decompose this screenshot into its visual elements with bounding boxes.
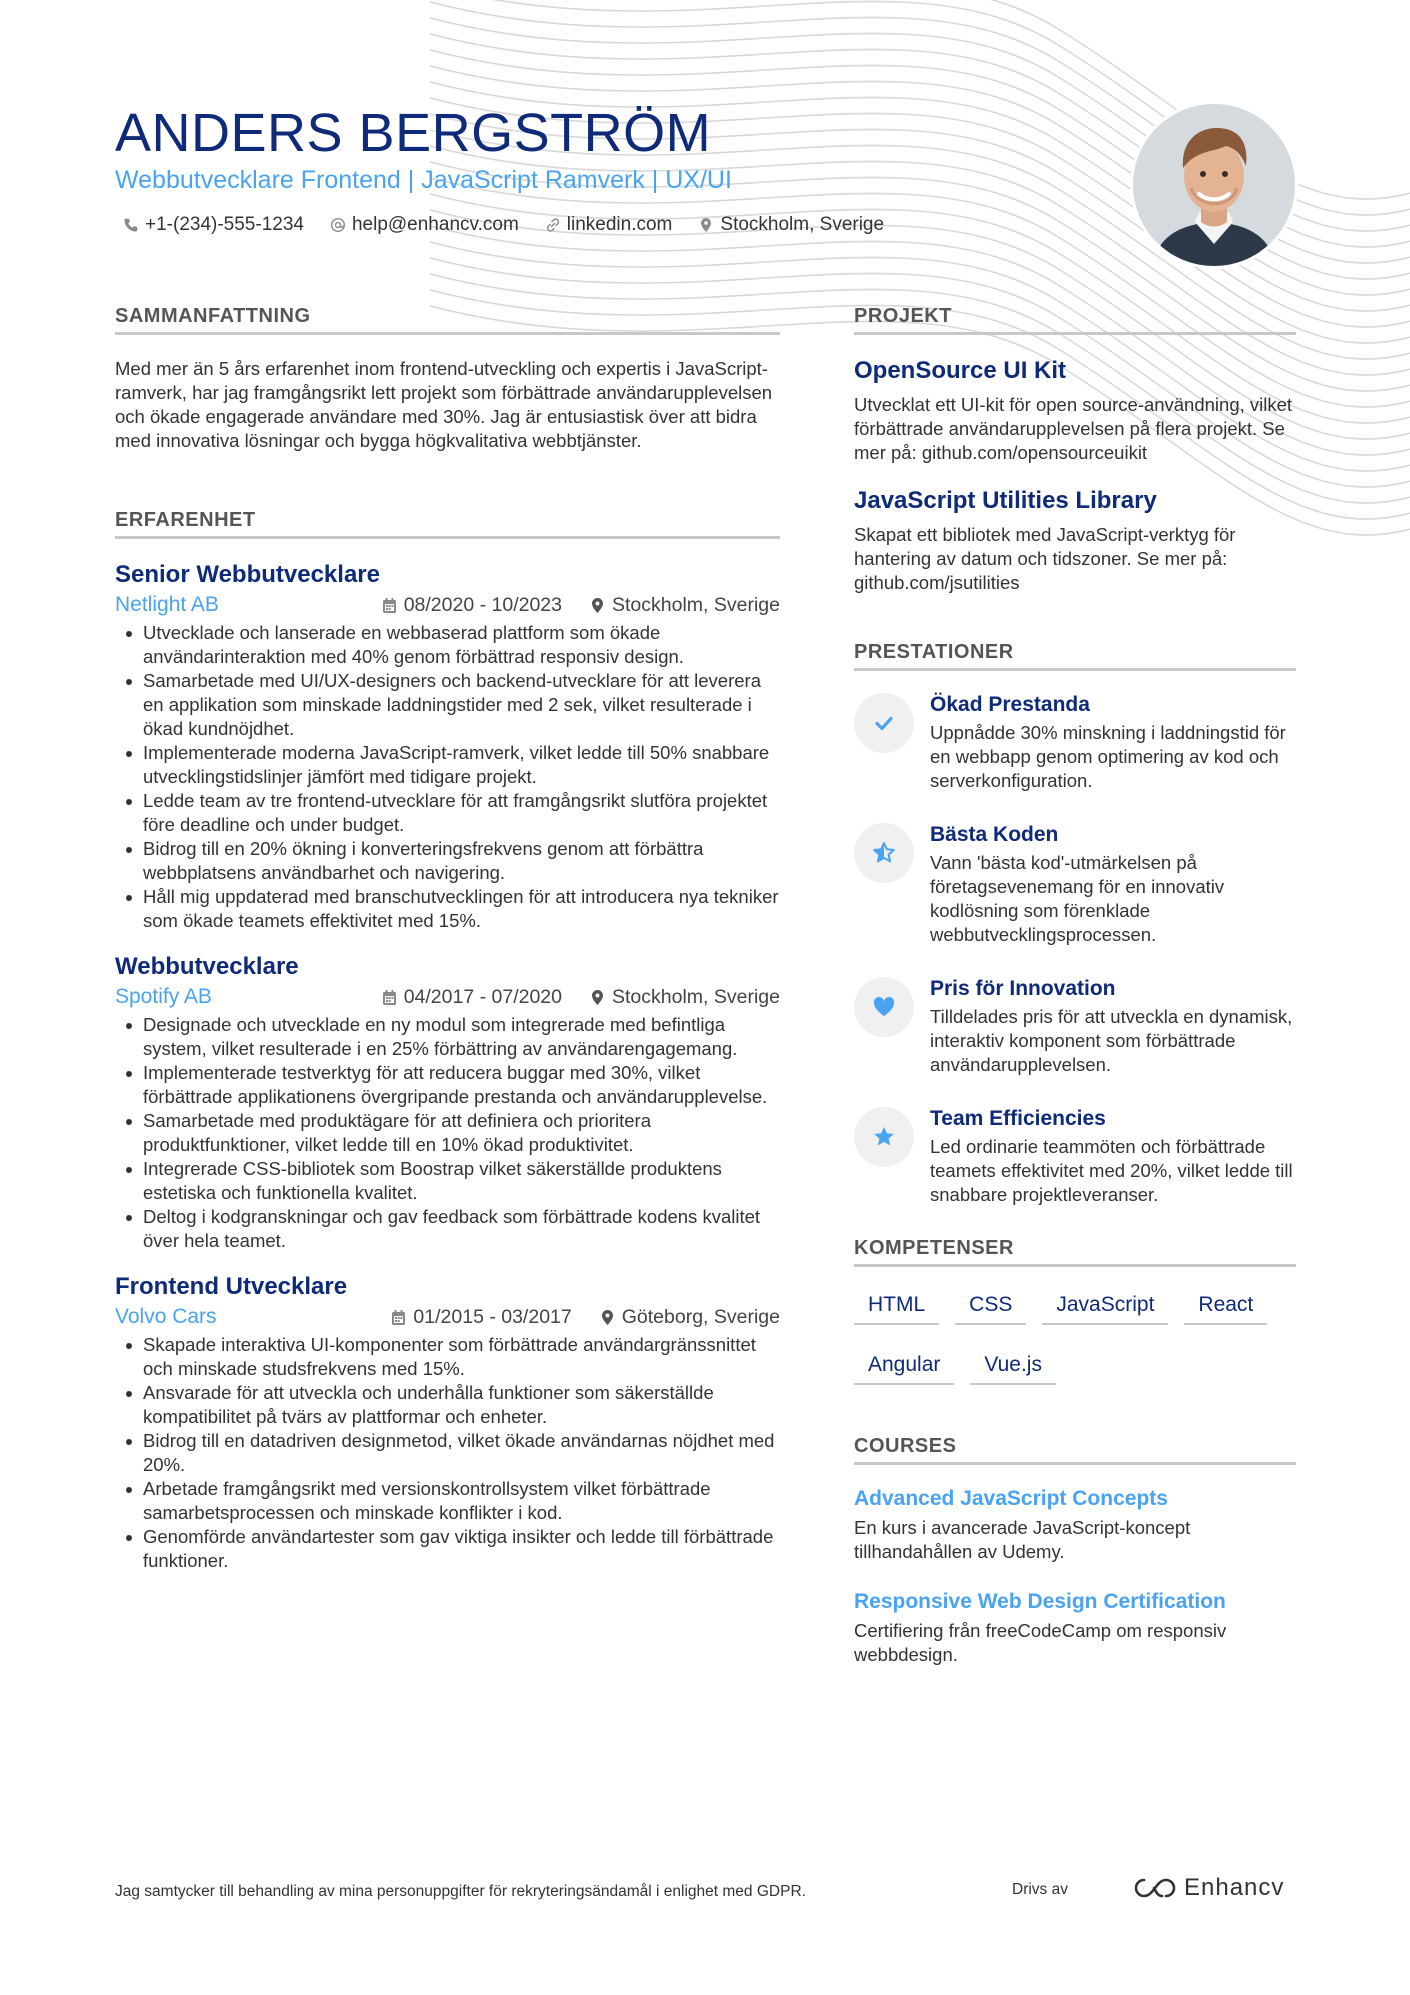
linkedin-text: linkedin.com (566, 214, 673, 235)
achievement-title: Ökad Prestanda (930, 693, 1090, 716)
star-half-icon (871, 840, 897, 866)
phone-icon (123, 217, 139, 233)
job-bullets (115, 1013, 780, 1253)
powered-by-label: Drivs av (1012, 1881, 1068, 1898)
portrait-illustration (1133, 104, 1295, 266)
skill-tag: HTML (854, 1289, 939, 1325)
achievement-icon-badge (854, 823, 914, 883)
left-column (115, 305, 780, 1593)
star-icon (871, 1124, 897, 1150)
right-column (854, 305, 1296, 1693)
achievement-entry (854, 977, 1296, 1077)
headline: Webbutvecklare Frontend | JavaScript Ramverk | UX/UI (115, 166, 732, 194)
project-title: OpenSource UI Kit (854, 357, 1067, 384)
company-name: Volvo Cars (115, 1305, 217, 1328)
profile-photo (1133, 104, 1295, 266)
job-location (590, 594, 780, 617)
job-dates-text: 08/2020 - 10/2023 (403, 593, 562, 616)
achievements-heading: PRESTATIONER (854, 641, 1296, 671)
job-entry (115, 561, 780, 933)
brand-logo[interactable] (1130, 1874, 1284, 1902)
job-meta (115, 985, 780, 1009)
calendar-icon (382, 989, 397, 1006)
job-entry (115, 953, 780, 1253)
achievement-description: Tilldelades pris för att utveckla en dynamisk, interaktiv komponent som förbättrade användarupplevelsen. (930, 1006, 1293, 1075)
course-description: En kurs i avancerade JavaScript-koncept tillhandahållen av Udemy. (854, 1517, 1191, 1562)
enhancv-logo-icon (1130, 1875, 1176, 1901)
job-dates (382, 594, 562, 617)
bullet-item: Samarbetade med produktägare för att definiera och prioritera produktfunktioner, vilket ledde till en 10% ökad produktivitet. (143, 1109, 780, 1157)
job-bullets (115, 1333, 780, 1573)
bullet-item: Arbetade framgångsrikt med versionskontrollsystem vilket förbättrade samarbetsprocessen och minskade konflikter i kod. (143, 1477, 780, 1525)
bullet-item: Bidrog till en datadriven designmetod, vilket ökade användarnas nöjdhet med 20%. (143, 1429, 780, 1477)
projects-section (854, 305, 1296, 595)
location-pin-icon (590, 597, 605, 614)
bullet-item: Ansvarade för att utveckla och underhålla funktioner som säkerställde kompatibilitet på tvärs av plattformar och enheter. (143, 1381, 780, 1429)
achievement-entry (854, 693, 1296, 793)
at-icon (330, 217, 346, 233)
skill-tag: CSS (955, 1289, 1026, 1325)
achievement-title: Bästa Koden (930, 823, 1059, 846)
calendar-icon (382, 597, 397, 614)
skills-list (854, 1289, 1296, 1385)
job-location (590, 986, 780, 1009)
phone-text: +1-(234)-555-1234 (145, 214, 304, 235)
summary-section (115, 305, 780, 453)
project-description: Skapat ett bibliotek med JavaScript-verktyg för hantering av datum och tidszoner. Se mer på: github.com/jsutilities (854, 524, 1236, 593)
achievement-icon-badge (854, 1107, 914, 1167)
job-location (600, 1306, 780, 1329)
contact-bar (123, 214, 884, 236)
summary-text: Med mer än 5 års erfarenhet inom frontend-utveckling och expertis i JavaScript-ramverk, har jag framgångsrikt lett projekt som förbättrade användarupplevelsen och ökade engagerade användare med 30%. Jag är entusiastisk över att bidra med innovativa lösningar och bygga högkvalitativa webbtjänster. (115, 358, 773, 451)
bullet-item: Ledde team av tre frontend-utvecklare för att framgångsrikt slutföra projektet före deadline och under budget. (143, 789, 780, 837)
course-description: Certifiering från freeCodeCamp om responsiv webbdesign. (854, 1620, 1227, 1665)
location-pin-icon (590, 989, 605, 1006)
email-text: help@enhancv.com (351, 214, 519, 235)
job-dates (382, 986, 562, 1009)
course-title: Advanced JavaScript Concepts (854, 1487, 1168, 1510)
summary-heading: SAMMANFATTNING (115, 305, 780, 335)
heart-icon (871, 994, 897, 1020)
bullet-item: Implementerade testverktyg för att reducera buggar med 30%, vilket förbättrade applikationens övergripande prestanda och användarupplevelse. (143, 1061, 780, 1109)
job-dates-text: 04/2017 - 07/2020 (403, 985, 562, 1008)
course-entry (854, 1487, 1296, 1564)
project-entry (854, 357, 1296, 465)
location-pin-icon (600, 1309, 615, 1326)
skills-heading: KOMPETENSER (854, 1237, 1296, 1267)
bullet-item: Skapade interaktiva UI-komponenter som förbättrade användargränssnittet och minskade studsfrekvens med 15%. (143, 1333, 780, 1381)
skill-tag: JavaScript (1042, 1289, 1168, 1325)
project-entry (854, 487, 1296, 595)
achievement-entry (854, 1107, 1296, 1207)
courses-heading: COURSES (854, 1435, 1296, 1465)
contact-linkedin[interactable] (545, 214, 673, 236)
bullet-item: Integrerade CSS-bibliotek som Boostrap vilket säkerställde produktens estetiska och funktionella kvalitet. (143, 1157, 780, 1205)
bullet-item: Samarbetade med UI/UX-designers och backend-utvecklare för att leverera en applikation som minskade laddningstider med 2 sek, vilket resulterade i ökad kundnöjdhet. (143, 669, 780, 741)
skills-section (854, 1237, 1296, 1385)
check-icon (871, 710, 897, 736)
candidate-name: ANDERS BERGSTRÖM (115, 103, 712, 163)
projects-heading: PROJEKT (854, 305, 1296, 335)
achievement-description: Led ordinarie teammöten och förbättrade teamets effektivitet med 20%, vilket ledde till snabbare projektleveranser. (930, 1136, 1293, 1205)
bullet-item: Genomförde användartester som gav viktiga insikter och ledde till förbättrade funktioner. (143, 1525, 780, 1573)
gdpr-consent: Jag samtycker till behandling av mina personuppgifter för rekryteringsändamål i enlighet med GDPR. (115, 1883, 806, 1900)
bullet-item: Implementerade moderna JavaScript-ramverk, vilket ledde till 50% snabbare utvecklingstidslinjer jämfört med tidigare projekt. (143, 741, 780, 789)
job-dates-text: 01/2015 - 03/2017 (413, 1305, 572, 1328)
job-title: Frontend Utvecklare (115, 1273, 348, 1300)
achievement-icon-badge (854, 977, 914, 1037)
job-location-text: Stockholm, Sverige (612, 593, 780, 616)
project-title: JavaScript Utilities Library (854, 487, 1157, 514)
job-bullets (115, 621, 780, 933)
job-meta (115, 593, 780, 617)
brand-name: Enhancv (1184, 1874, 1285, 1901)
achievement-icon-badge (854, 693, 914, 753)
bullet-item: Bidrog till en 20% ökning i konverteringsfrekvens genom att förbättra webbplatsens användbarhet och navigering. (143, 837, 780, 885)
bullet-item: Deltog i kodgranskningar och gav feedback som förbättrade kodens kvalitet över hela teamet. (143, 1205, 780, 1253)
courses-section (854, 1435, 1296, 1667)
achievement-title: Pris för Innovation (930, 977, 1116, 1000)
job-title: Webbutvecklare (115, 953, 299, 980)
achievements-section (854, 641, 1296, 1207)
contact-location (698, 214, 884, 236)
job-dates (391, 1306, 571, 1329)
skill-tag: Vue.js (970, 1349, 1056, 1385)
job-location-text: Göteborg, Sverige (621, 1305, 780, 1328)
course-title: Responsive Web Design Certification (854, 1590, 1226, 1613)
project-description: Utvecklat ett UI-kit för open source-användning, vilket förbättrade användarupplevelsen på flera projekt. Se mer på: github.com/opensourceuikit (854, 394, 1293, 463)
experience-heading: ERFARENHET (115, 509, 780, 539)
location-pin-icon (698, 217, 714, 233)
company-name: Netlight AB (115, 593, 219, 616)
job-location-text: Stockholm, Sverige (612, 985, 780, 1008)
bullet-item: Håll mig uppdaterad med branschutvecklingen för att introducera nya tekniker som ökade teamets effektivitet med 15%. (143, 886, 779, 931)
bullet-item: Utvecklade och lanserade en webbaserad plattform som ökade användarinteraktion med 40% genom förbättrad responsiv design. (143, 621, 780, 669)
experience-section (115, 509, 780, 1573)
achievement-entry (854, 823, 1296, 947)
bullet-item: Designade och utvecklade en ny modul som integrerade med befintliga system, vilket resulterade i en 25% förbättring av användarengagemang. (143, 1013, 780, 1061)
company-name: Spotify AB (115, 985, 212, 1008)
location-text: Stockholm, Sverige (720, 214, 885, 235)
link-icon (545, 217, 561, 233)
job-entry (115, 1273, 780, 1573)
skill-tag: Angular (854, 1349, 954, 1385)
achievement-title: Team Efficiencies (930, 1107, 1106, 1130)
skill-tag: React (1184, 1289, 1267, 1325)
contact-phone[interactable] (123, 214, 304, 236)
achievement-description: Vann 'bästa kod'-utmärkelsen på företagsevenemang för en innovativ kodlösning som förenklade webbutvecklingsprocessen. (930, 852, 1225, 945)
job-meta (115, 1305, 780, 1329)
job-title: Senior Webbutvecklare (115, 561, 380, 588)
course-entry (854, 1590, 1296, 1667)
calendar-icon (391, 1309, 406, 1326)
contact-email[interactable] (330, 214, 519, 236)
achievement-description: Uppnådde 30% minskning i laddningstid för en webbapp genom optimering av kod och serverkonfiguration. (930, 722, 1286, 791)
